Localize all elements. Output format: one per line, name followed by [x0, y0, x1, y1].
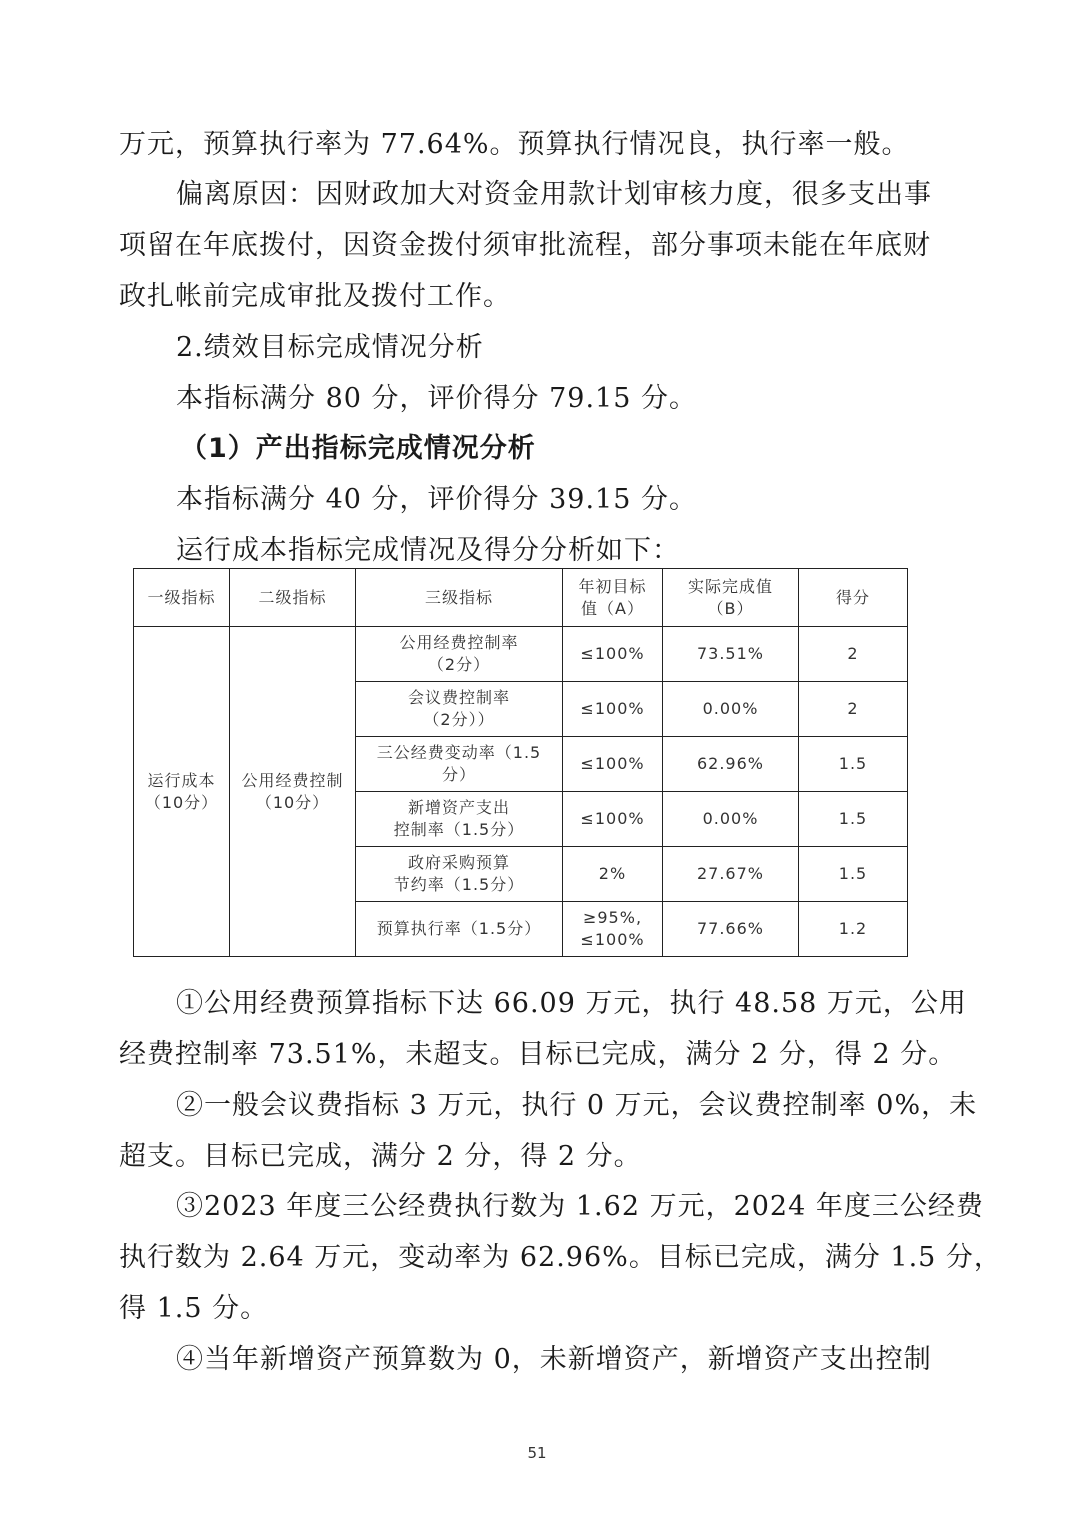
header-level3: 三级指标: [356, 569, 563, 627]
section-heading: 2.绩效目标完成情况分析: [176, 332, 484, 363]
paragraph-line: 本指标满分 80 分，评价得分 79.15 分。: [176, 383, 697, 414]
paragraph-line: ④当年新增资产预算数为 0，未新增资产，新增资产支出控制: [176, 1344, 932, 1375]
target-cell: ≥95%, ≤100%: [563, 902, 663, 957]
actual-cell: 62.96%: [663, 737, 799, 792]
score-cell: 2: [799, 627, 908, 682]
score-cell: 1.2: [799, 902, 908, 957]
indicator-cell: 会议费控制率 （2分））: [356, 682, 563, 737]
paragraph-line: 得 1.5 分。: [119, 1293, 269, 1324]
target-cell: ≤100%: [563, 627, 663, 682]
header-score: 得分: [799, 569, 908, 627]
paragraph-line: 超支。目标已完成，满分 2 分，得 2 分。: [119, 1141, 642, 1172]
paragraph-line: ①公用经费预算指标下达 66.09 万元，执行 48.58 万元，公用: [176, 988, 967, 1019]
subsection-heading: （1）产出指标完成情况分析: [180, 433, 536, 464]
indicator-cell: 政府采购预算 节约率（1.5分）: [356, 847, 563, 902]
score-cell: 2: [799, 682, 908, 737]
target-cell: 2%: [563, 847, 663, 902]
table-row: [134, 627, 908, 682]
level1-cell: 运行成本 （10分）: [134, 627, 230, 957]
score-cell: 1.5: [799, 737, 908, 792]
header-target: 年初目标 值（A）: [563, 569, 663, 627]
score-cell: 1.5: [799, 792, 908, 847]
actual-cell: 73.51%: [663, 627, 799, 682]
target-cell: ≤100%: [563, 737, 663, 792]
indicator-cell: 预算执行率（1.5分）: [356, 902, 563, 957]
paragraph-line: 本指标满分 40 分，评价得分 39.15 分。: [176, 484, 697, 515]
paragraph-line: 政扎帐前完成审批及拨付工作。: [119, 281, 511, 312]
paragraph-line: 项留在年底拨付，因资金拨付须审批流程，部分事项未能在年底财: [119, 230, 931, 261]
actual-cell: 77.66%: [663, 902, 799, 957]
header-actual: 实际完成值 （B）: [663, 569, 799, 627]
page-number: 51: [527, 1444, 547, 1462]
paragraph-line: ③2023 年度三公经费执行数为 1.62 万元，2024 年度三公经费: [176, 1191, 984, 1222]
indicator-cell: 公用经费控制率 （2分）: [356, 627, 563, 682]
header-level1: 一级指标: [134, 569, 230, 627]
paragraph-line: 执行数为 2.64 万元，变动率为 62.96%。目标已完成，满分 1.5 分，: [119, 1242, 1002, 1273]
actual-cell: 27.67%: [663, 847, 799, 902]
level2-cell: 公用经费控制 （10分）: [230, 627, 356, 957]
table-header-row: [134, 569, 908, 627]
paragraph-line: 偏离原因：因财政加大对资金用款计划审核力度，很多支出事: [176, 179, 932, 210]
paragraph-line: 万元，预算执行率为 77.64%。预算执行情况良，执行率一般。: [119, 129, 910, 160]
evaluation-table: [133, 568, 908, 957]
target-cell: ≤100%: [563, 682, 663, 737]
table-caption: 运行成本指标完成情况及得分分析如下：: [176, 535, 680, 566]
header-level2: 二级指标: [230, 569, 356, 627]
paragraph-line: 经费控制率 73.51%，未超支。目标已完成，满分 2 分，得 2 分。: [119, 1039, 957, 1070]
target-cell: ≤100%: [563, 792, 663, 847]
indicator-cell: 新增资产支出 控制率（1.5分）: [356, 792, 563, 847]
actual-cell: 0.00%: [663, 792, 799, 847]
indicator-cell: 三公经费变动率（1.5 分）: [356, 737, 563, 792]
score-cell: 1.5: [799, 847, 908, 902]
actual-cell: 0.00%: [663, 682, 799, 737]
paragraph-line: ②一般会议费指标 3 万元，执行 0 万元，会议费控制率 0%，未: [176, 1090, 978, 1121]
